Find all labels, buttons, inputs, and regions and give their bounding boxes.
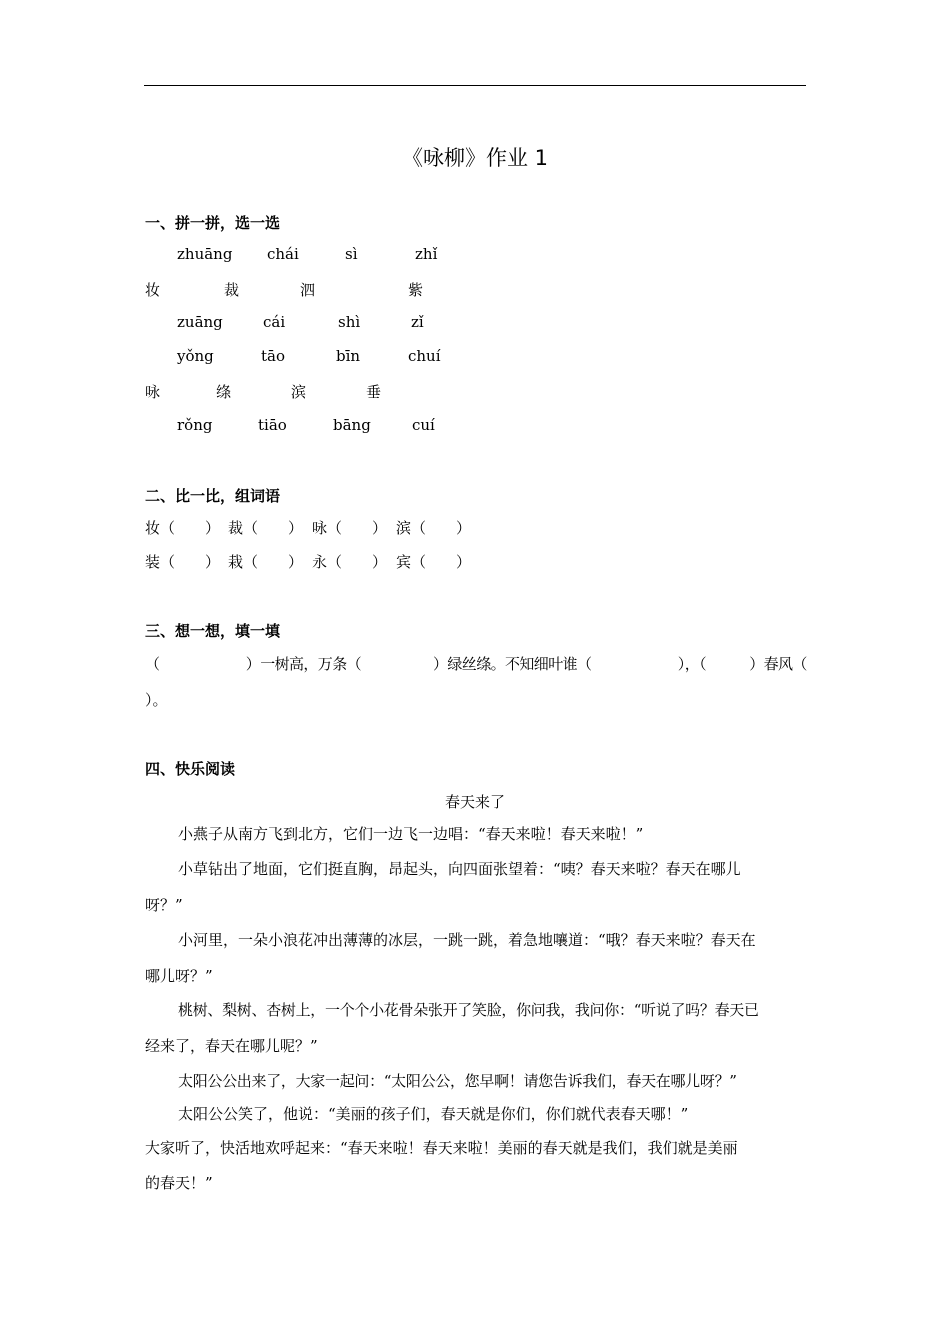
pinyin-option: zǐ <box>411 313 424 331</box>
character: 紫 <box>408 281 424 299</box>
pinyin-option: bīn <box>336 347 361 365</box>
character: 绦 <box>216 383 232 401</box>
pinyin-option: zuāng <box>177 313 223 331</box>
story-paragraph: 小草钻出了地面，它们挺直胸，昂起头，向四面张望着：“咦？春天来啦？春天在哪儿 <box>178 860 741 878</box>
pinyin-option: zhǐ <box>415 245 438 263</box>
story-paragraph: 呀？” <box>145 896 183 914</box>
word-blank: 妆（ ） <box>145 519 221 537</box>
word-blank: 永（ ） <box>312 553 388 571</box>
story-paragraph: 经来了，春天在哪儿呢？” <box>145 1037 318 1055</box>
word-blank: 宾（ ） <box>396 553 472 571</box>
pinyin-option: shì <box>338 313 361 331</box>
pinyin-option: yǒng <box>177 347 214 365</box>
story-paragraph: 桃树、梨树、杏树上，一个个小花骨朵张开了笑脸，你问我，我问你：“听说了吗？春天已 <box>178 1001 759 1019</box>
pinyin-option: cuí <box>412 416 435 434</box>
poem-fill-line: ）。 <box>145 691 168 709</box>
story-paragraph: 哪儿呀？” <box>145 967 213 985</box>
word-blank: 裁（ ） <box>228 519 304 537</box>
header-rule <box>144 85 806 86</box>
word-blank: 装（ ） <box>145 553 221 571</box>
story-paragraph: 小燕子从南方飞到北方，它们一边飞一边唱：“春天来啦！春天来啦！” <box>178 825 644 843</box>
pinyin-option: tiāo <box>258 416 287 434</box>
pinyin-option: bāng <box>333 416 371 434</box>
word-blank: 栽（ ） <box>228 553 304 571</box>
character: 垂 <box>366 383 382 401</box>
story-paragraph: 大家听了，快活地欢呼起来：“春天来啦！春天来啦！美丽的春天就是我们，我们就是美丽 <box>145 1139 738 1157</box>
section3-heading: 三、想一想，填一填 <box>145 622 281 640</box>
story-title: 春天来了 <box>444 793 505 811</box>
story-paragraph: 太阳公公出来了，大家一起问：“太阳公公，您早啊！请您告诉我们，春天在哪儿呀？” <box>178 1072 737 1090</box>
character: 滨 <box>291 383 307 401</box>
character: 咏 <box>145 383 161 401</box>
character: 妆 <box>145 281 161 299</box>
section2-heading: 二、比一比，组词语 <box>145 487 281 505</box>
page-title: 《咏柳》作业 1 <box>401 146 549 170</box>
pinyin-option: cái <box>263 313 286 331</box>
pinyin-option: chuí <box>408 347 441 365</box>
section1-heading: 一、拼一拼，选一选 <box>145 214 281 232</box>
pinyin-option: tāo <box>261 347 286 365</box>
pinyin-option: zhuāng <box>177 245 233 263</box>
section4-heading: 四、快乐阅读 <box>145 760 236 778</box>
story-paragraph: 太阳公公笑了，他说：“美丽的孩子们，春天就是你们，你们就代表春天哪！” <box>178 1105 689 1123</box>
word-blank: 滨（ ） <box>396 519 472 537</box>
pinyin-option: rǒng <box>177 416 213 434</box>
character: 裁 <box>224 281 240 299</box>
story-paragraph: 的春天！” <box>145 1174 213 1192</box>
pinyin-option: chái <box>267 245 299 263</box>
pinyin-option: sì <box>345 245 358 263</box>
poem-fill-line: （ ）一树高，万条（ ）绿丝绦。不知细叶谁（ ），（ ）春风（ <box>145 655 807 673</box>
story-paragraph: 小河里，一朵小浪花冲出薄薄的冰层，一跳一跳，着急地嚷道：“哦？春天来啦？春天在 <box>178 931 756 949</box>
character: 泗 <box>300 281 316 299</box>
word-blank: 咏（ ） <box>312 519 388 537</box>
